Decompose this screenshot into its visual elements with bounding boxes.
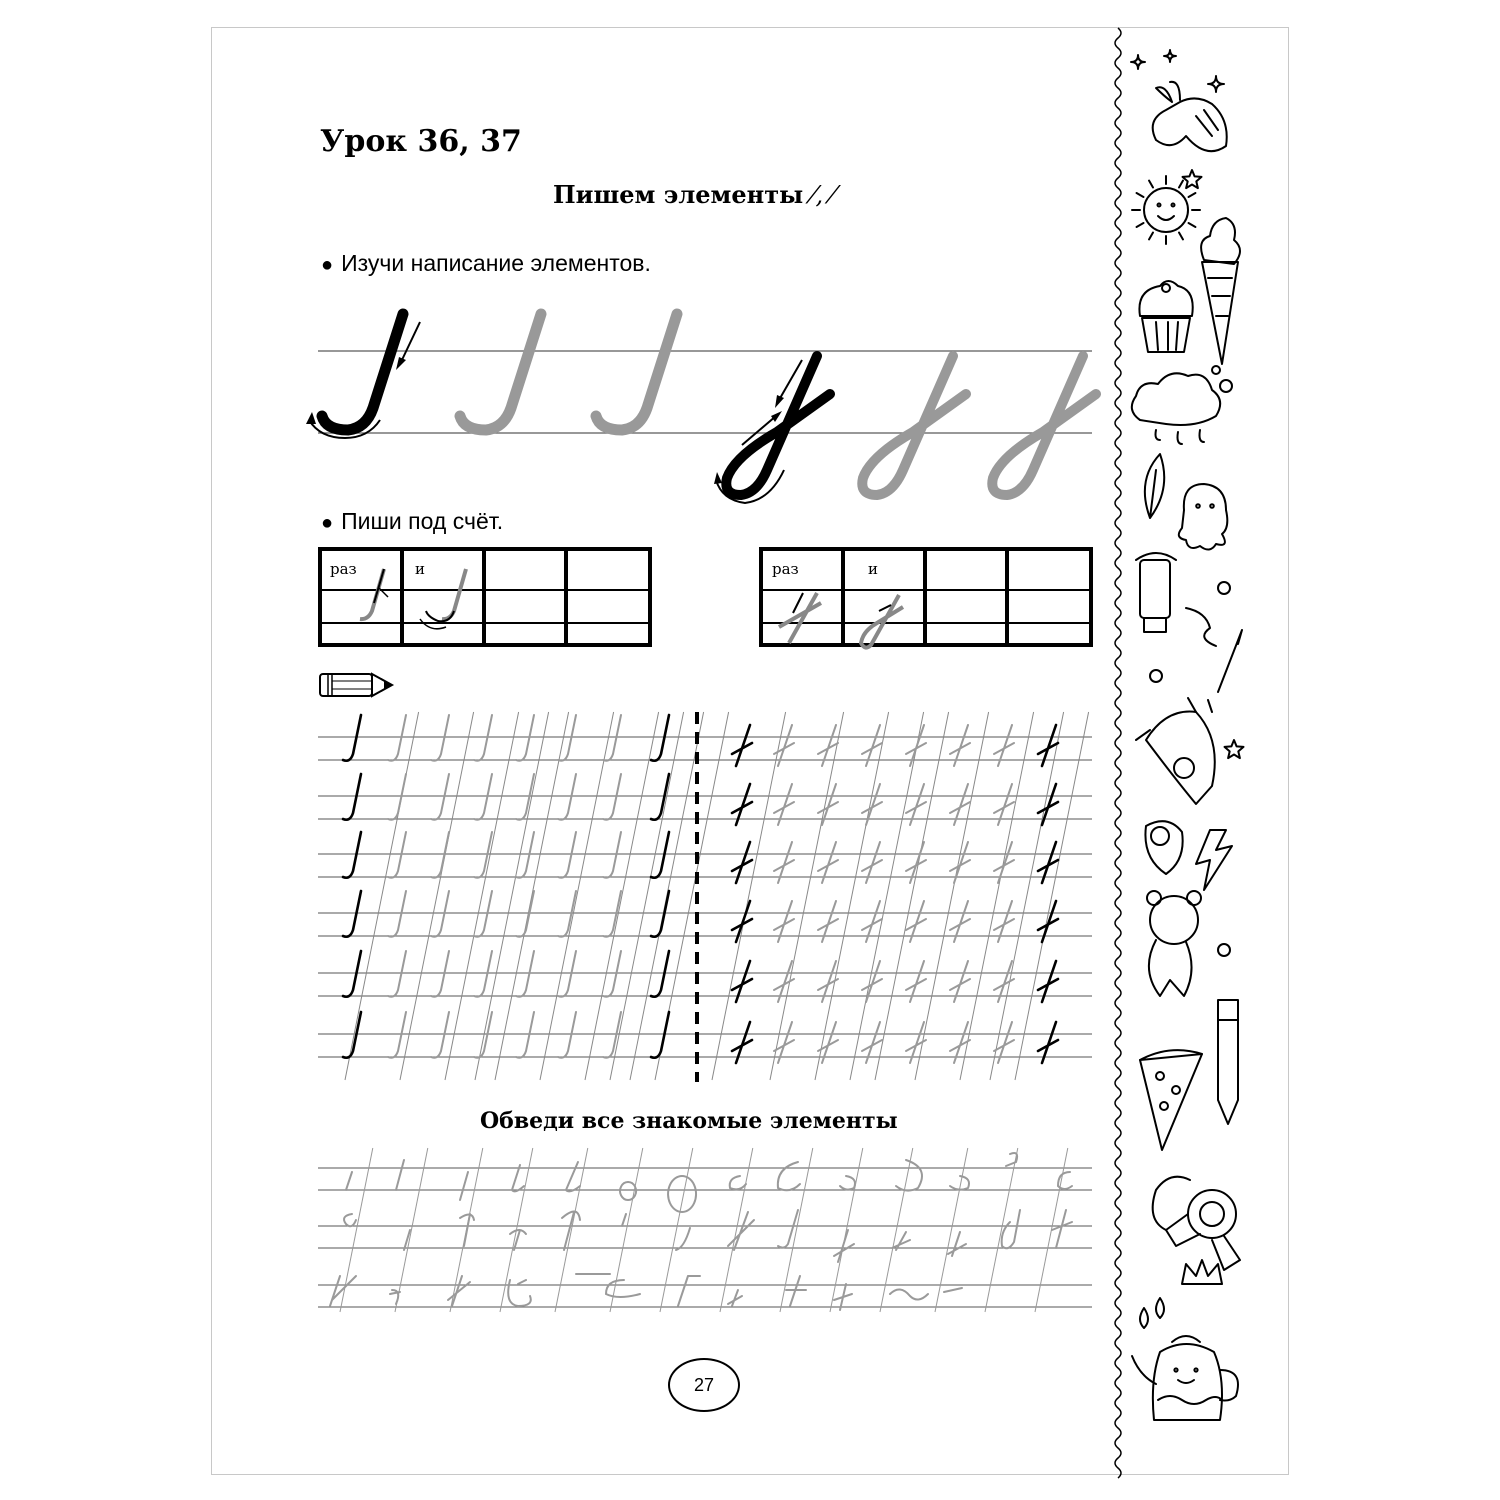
section-title <box>553 180 835 209</box>
pencil-icon <box>318 670 394 700</box>
star-icon <box>1183 170 1202 188</box>
instruction-count-text: Пиши под счёт. <box>341 508 504 534</box>
count-box-2-cell-2-label: и <box>868 560 878 578</box>
page-number: 27 <box>693 1374 715 1395</box>
tracing-title: Обведи все знакомые элементы <box>480 1108 898 1134</box>
hair-dryer-icon <box>1153 1177 1240 1270</box>
section-title-glyphs: ⁄, ⁄ <box>811 181 835 209</box>
lemon-icon <box>1145 821 1182 874</box>
instruction-count: ● Пиши под счёт. <box>321 508 504 534</box>
star-icon <box>1225 740 1244 758</box>
instruction-study: ● Изучи написание элементов. <box>321 250 651 276</box>
instruction-study-text: Изучи написание элементов. <box>341 250 651 276</box>
doodle-decoration-strip <box>1126 40 1276 1460</box>
pizza-icon <box>1140 1050 1202 1150</box>
count-box-2-cell-1-label: раз <box>772 560 799 578</box>
cloud-icon <box>1132 366 1232 444</box>
crown-icon <box>1182 1260 1222 1284</box>
page-number-badge <box>668 1358 740 1412</box>
octopus-icon <box>1179 484 1228 550</box>
cupcake-icon <box>1139 281 1192 352</box>
needle-icon <box>1150 608 1242 692</box>
pen-icon <box>1218 1000 1238 1124</box>
count-box-loop <box>759 547 1094 648</box>
count-box-1-cell-1-label: раз <box>330 560 357 578</box>
teapot-icon <box>1132 1336 1238 1420</box>
lesson-title: Урок 36, 37 <box>320 124 522 159</box>
rocket-icon <box>1136 698 1215 804</box>
ice-cream-icon <box>1201 218 1240 364</box>
count-box-hook <box>318 547 653 648</box>
section-title-text: Пишем элементы <box>553 180 804 209</box>
leaf-icon <box>1145 454 1164 518</box>
drops-icon <box>1140 1298 1164 1328</box>
lightning-icon <box>1196 830 1232 890</box>
teddy-bear-icon <box>1147 891 1230 996</box>
count-box-1-cell-2-label: и <box>415 560 425 578</box>
wavy-border <box>1108 28 1128 1474</box>
paint-tube-icon <box>1136 553 1230 632</box>
